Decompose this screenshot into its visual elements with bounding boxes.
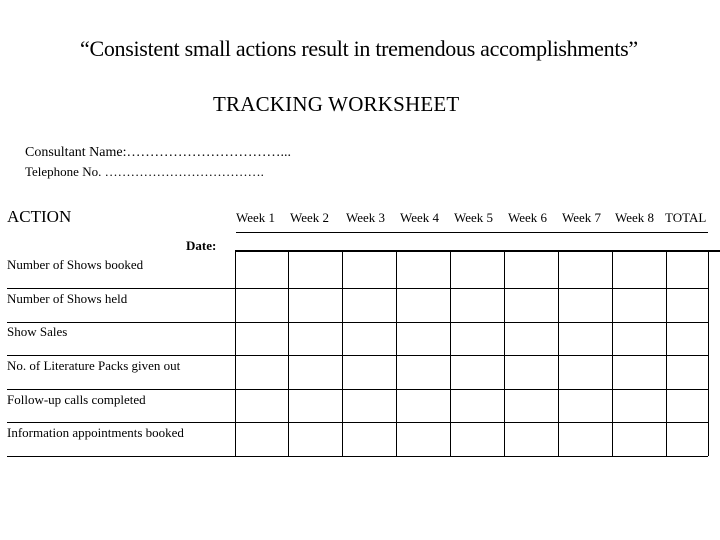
column-header-week-6: Week 6 xyxy=(508,210,548,225)
tracking-cell[interactable] xyxy=(289,289,342,322)
tracking-cell[interactable] xyxy=(613,251,666,288)
consultant-name-field[interactable]: Consultant Name:……………………………... xyxy=(25,145,291,160)
tracking-cell[interactable] xyxy=(236,356,288,389)
tracking-cell[interactable] xyxy=(559,423,612,456)
tracking-cell[interactable] xyxy=(505,251,558,288)
tracking-cell[interactable] xyxy=(343,289,396,322)
column-header-week-3: Week 3 xyxy=(346,210,386,225)
tracking-cell[interactable] xyxy=(451,251,504,288)
tracking-cell[interactable] xyxy=(343,423,396,456)
tracking-cell[interactable] xyxy=(667,289,708,322)
column-header-week-5: Week 5 xyxy=(454,210,494,225)
tracking-cell[interactable] xyxy=(559,390,612,422)
tracking-cell[interactable] xyxy=(236,251,288,288)
worksheet-title: TRACKING WORKSHEET xyxy=(213,92,460,116)
tracking-cell[interactable] xyxy=(397,289,450,322)
tracking-cell[interactable] xyxy=(559,323,612,355)
tracking-cell[interactable] xyxy=(397,390,450,422)
tracking-cell[interactable] xyxy=(451,323,504,355)
tracking-cell[interactable] xyxy=(451,356,504,389)
tracking-cell[interactable] xyxy=(343,356,396,389)
row-rule xyxy=(7,456,708,457)
column-header-week-4: Week 4 xyxy=(400,210,440,225)
row-label: Number of Shows held xyxy=(7,291,128,306)
header-rule xyxy=(236,232,708,233)
tracking-cell[interactable] xyxy=(236,289,288,322)
tracking-cell[interactable] xyxy=(559,289,612,322)
column-header-total: TOTAL xyxy=(665,210,707,225)
column-header-week-8: Week 8 xyxy=(615,210,655,225)
column-divider xyxy=(708,250,709,456)
date-label: Date: xyxy=(186,238,217,253)
row-label: No. of Literature Packs given out xyxy=(7,358,181,373)
tracking-cell[interactable] xyxy=(236,423,288,456)
tracking-cell[interactable] xyxy=(451,390,504,422)
row-label: Follow-up calls completed xyxy=(7,392,146,407)
tracking-cell[interactable] xyxy=(505,390,558,422)
tracking-cell[interactable] xyxy=(667,356,708,389)
tracking-cell[interactable] xyxy=(397,323,450,355)
tracking-cell[interactable] xyxy=(667,251,708,288)
tracking-cell[interactable] xyxy=(451,423,504,456)
tracking-cell[interactable] xyxy=(505,423,558,456)
tracking-cell[interactable] xyxy=(289,390,342,422)
motivational-quote: “Consistent small actions result in tremendous accomplishments” xyxy=(80,36,638,61)
row-label: Show Sales xyxy=(7,324,68,339)
tracking-cell[interactable] xyxy=(505,289,558,322)
tracking-cell[interactable] xyxy=(613,390,666,422)
tracking-cell[interactable] xyxy=(236,390,288,422)
column-header-week-1: Week 1 xyxy=(236,210,276,225)
action-heading: ACTION xyxy=(7,207,72,226)
tracking-cell[interactable] xyxy=(613,356,666,389)
telephone-field[interactable]: Telephone No. ………………………………. xyxy=(25,164,264,179)
tracking-cell[interactable] xyxy=(397,251,450,288)
tracking-cell[interactable] xyxy=(613,289,666,322)
tracking-cell[interactable] xyxy=(559,356,612,389)
tracking-cell[interactable] xyxy=(343,323,396,355)
tracking-cell[interactable] xyxy=(505,356,558,389)
tracking-cell[interactable] xyxy=(289,356,342,389)
tracking-cell[interactable] xyxy=(236,323,288,355)
row-label: Information appointments booked xyxy=(7,425,184,440)
tracking-cell[interactable] xyxy=(559,251,612,288)
tracking-cell[interactable] xyxy=(667,423,708,456)
tracking-cell[interactable] xyxy=(613,323,666,355)
tracking-cell[interactable] xyxy=(613,423,666,456)
tracking-cell[interactable] xyxy=(289,323,342,355)
tracking-cell[interactable] xyxy=(397,423,450,456)
tracking-cell[interactable] xyxy=(397,356,450,389)
tracking-cell[interactable] xyxy=(505,323,558,355)
tracking-cell[interactable] xyxy=(667,323,708,355)
row-label: Number of Shows booked xyxy=(7,257,144,272)
tracking-cell[interactable] xyxy=(667,390,708,422)
column-header-week-7: Week 7 xyxy=(562,210,602,225)
column-header-week-2: Week 2 xyxy=(290,210,330,225)
tracking-cell[interactable] xyxy=(289,423,342,456)
tracking-cell[interactable] xyxy=(289,251,342,288)
tracking-cell[interactable] xyxy=(451,289,504,322)
tracking-cell[interactable] xyxy=(343,251,396,288)
tracking-cell[interactable] xyxy=(343,390,396,422)
